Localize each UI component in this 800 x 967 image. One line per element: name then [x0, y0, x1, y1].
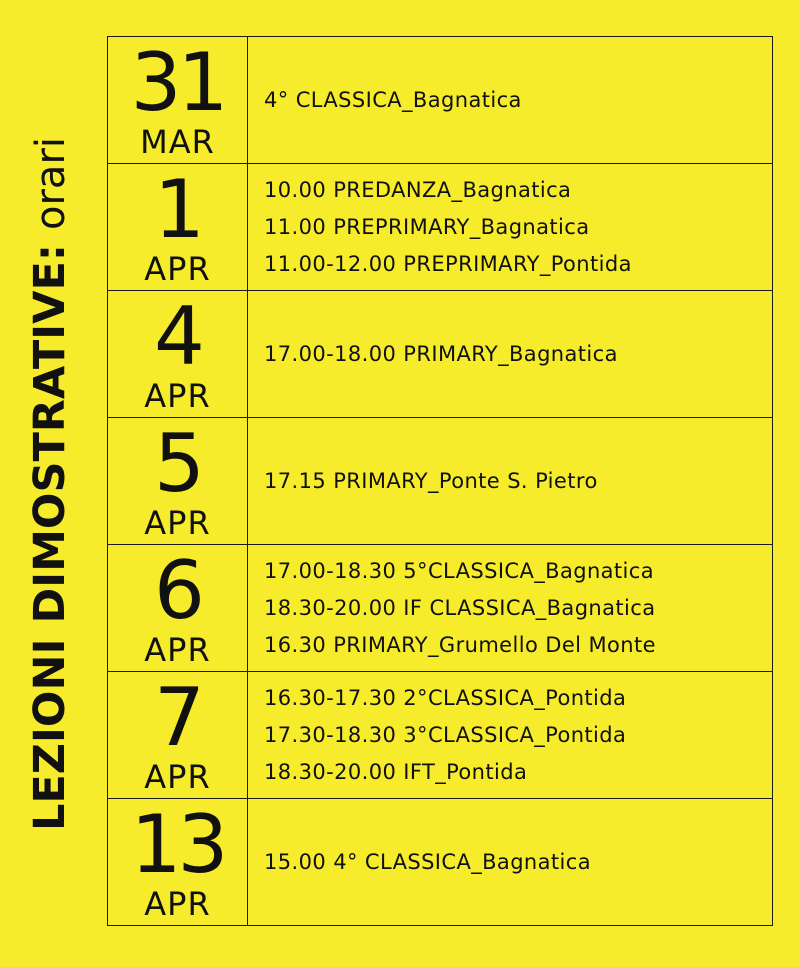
events-cell — [248, 37, 773, 164]
event-item: 11.00 PREPRIMARY_Bagnatica — [264, 214, 590, 239]
day-number: 13 — [130, 798, 225, 891]
date-cell — [108, 672, 248, 799]
page-title — [25, 136, 75, 830]
date-cell — [108, 545, 248, 672]
schedule-row — [108, 37, 773, 164]
event-item: 17.30-18.30 3°CLASSICA_Pontida — [264, 722, 627, 747]
event-item: 16.30 PRIMARY_Grumello Del Monte — [264, 632, 656, 657]
schedule-row — [108, 164, 773, 291]
month-label: APR — [144, 504, 211, 542]
date-cell — [108, 37, 248, 164]
title-main: LEZIONI DIMOSTRATIVE: — [25, 243, 75, 831]
event-item: 17.15 PRIMARY_Ponte S. Pietro — [264, 468, 598, 493]
day-number: 7 — [154, 671, 201, 764]
event-item: 10.00 PREDANZA_Bagnatica — [264, 177, 572, 202]
day-number: 5 — [154, 417, 201, 510]
title-sub: orari — [28, 136, 74, 230]
date-cell — [108, 418, 248, 545]
month-label: APR — [144, 758, 211, 796]
event-item: 16.30-17.30 2°CLASSICA_Pontida — [264, 685, 627, 710]
schedule-table — [107, 36, 773, 926]
month-label: APR — [144, 250, 211, 288]
month-label: APR — [144, 885, 211, 923]
events-cell — [248, 545, 773, 672]
date-cell — [108, 799, 248, 926]
month-label: APR — [144, 631, 211, 669]
events-cell — [248, 418, 773, 545]
schedule-row — [108, 418, 773, 545]
month-label: APR — [144, 377, 211, 415]
date-cell — [108, 164, 248, 291]
day-number: 4 — [154, 290, 201, 383]
schedule-row — [108, 672, 773, 799]
side-title — [0, 0, 100, 967]
month-label: MAR — [140, 123, 215, 161]
events-cell — [248, 672, 773, 799]
day-number: 1 — [154, 163, 201, 256]
events-cell — [248, 799, 773, 926]
event-item: 18.30-20.00 IFT_Pontida — [264, 759, 528, 784]
schedule-row — [108, 799, 773, 926]
events-cell — [248, 291, 773, 418]
day-number: 31 — [130, 36, 225, 129]
event-item: 17.00-18.00 PRIMARY_Bagnatica — [264, 341, 618, 366]
events-cell — [248, 164, 773, 291]
event-item: 4° CLASSICA_Bagnatica — [264, 87, 522, 112]
schedule-row — [108, 545, 773, 672]
event-item: 18.30-20.00 IF CLASSICA_Bagnatica — [264, 595, 656, 620]
day-number: 6 — [154, 544, 201, 637]
event-item: 11.00-12.00 PREPRIMARY_Pontida — [264, 251, 632, 276]
event-item: 17.00-18.30 5°CLASSICA_Bagnatica — [264, 558, 655, 583]
date-cell — [108, 291, 248, 418]
schedule-row — [108, 291, 773, 418]
event-item: 15.00 4° CLASSICA_Bagnatica — [264, 849, 591, 874]
